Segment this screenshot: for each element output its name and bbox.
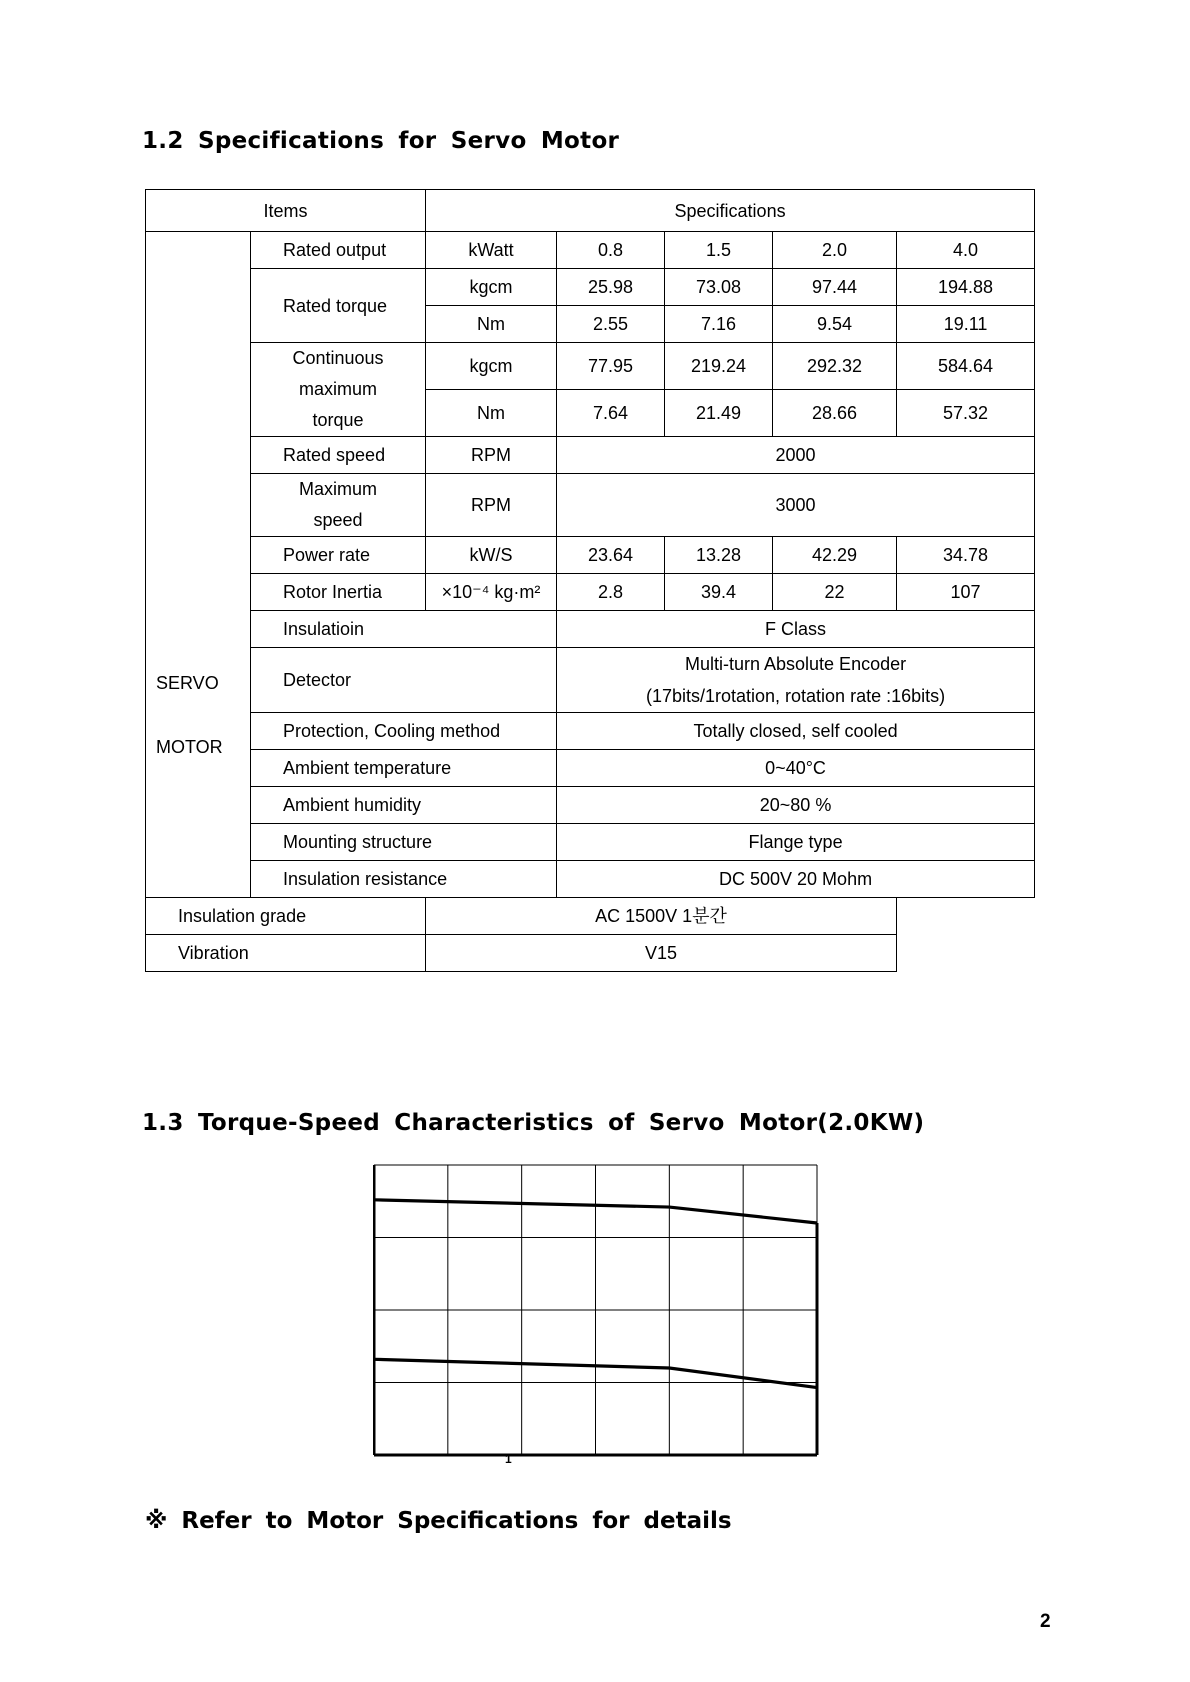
- chart-grid: [374, 1165, 817, 1455]
- row-label: Vibration: [146, 935, 426, 972]
- table-row: [146, 269, 1035, 306]
- table-row: [146, 574, 1035, 611]
- value-cell: 2000: [557, 437, 1035, 474]
- page-number: 2: [1040, 1611, 1051, 1632]
- value-cell: 19.11: [897, 306, 1035, 343]
- value-cell: 13.28: [665, 537, 773, 574]
- value-cell: 21.49: [665, 390, 773, 437]
- row-label: Rotor Inertia: [251, 574, 426, 611]
- value-cell: Multi-turn Absolute Encoder (17bits/1rotation, rotation rate :16bits): [557, 648, 1035, 713]
- table-row: [146, 750, 1035, 787]
- table-row: [146, 898, 1035, 935]
- table-row: [146, 935, 1035, 972]
- value-cell: 7.64: [557, 390, 665, 437]
- table-row: [146, 343, 1035, 390]
- table-row: [146, 611, 1035, 648]
- x-axis-tick-label: 1: [505, 1452, 512, 1466]
- value-cell: 1.5: [665, 232, 773, 269]
- unit-cell: Nm: [426, 390, 557, 437]
- row-label: Ambient temperature: [251, 750, 557, 787]
- table-row: [146, 824, 1035, 861]
- value-cell: 0~40°C: [557, 750, 1035, 787]
- table-row: [146, 787, 1035, 824]
- row-label: Rated torque: [251, 269, 426, 343]
- table-row: [146, 537, 1035, 574]
- servo-motor-label: SERVO MOTOR: [146, 232, 251, 898]
- value-cell: 584.64: [897, 343, 1035, 390]
- unit-cell: kgcm: [426, 343, 557, 390]
- value-cell: F Class: [557, 611, 1035, 648]
- table-row: [146, 648, 1035, 713]
- value-cell: 2.0: [773, 232, 897, 269]
- unit-cell: ×10⁻⁴ kg·m²: [426, 574, 557, 611]
- value-cell: 4.0: [897, 232, 1035, 269]
- row-label: Ambient humidity: [251, 787, 557, 824]
- value-cell: 39.4: [665, 574, 773, 611]
- row-label: Detector: [251, 648, 557, 713]
- row-label: Protection, Cooling method: [251, 713, 557, 750]
- value-cell: 57.32: [897, 390, 1035, 437]
- table-header-row: [146, 190, 1035, 232]
- section-title-torque-speed: 1.3 Torque-Speed Characteristics of Servo Motor(2.0KW): [142, 1110, 925, 1136]
- value-cell: DC 500V 20 Mohm: [557, 861, 1035, 898]
- value-cell: AC 1500V 1분간: [426, 898, 897, 935]
- unit-cell: Nm: [426, 306, 557, 343]
- value-cell: 2.8: [557, 574, 665, 611]
- value-cell: 77.95: [557, 343, 665, 390]
- header-specifications: Specifications: [426, 190, 1035, 232]
- value-cell: 107: [897, 574, 1035, 611]
- unit-cell: kWatt: [426, 232, 557, 269]
- header-items: Items: [146, 190, 426, 232]
- table-row: [146, 713, 1035, 750]
- details-note: ※ Refer to Motor Specifications for details: [145, 1508, 732, 1534]
- unit-cell: RPM: [426, 474, 557, 537]
- section-title-specifications: 1.2 Specifications for Servo Motor: [142, 128, 620, 154]
- value-cell: Totally closed, self cooled: [557, 713, 1035, 750]
- value-cell: 292.32: [773, 343, 897, 390]
- value-cell: 20~80 %: [557, 787, 1035, 824]
- row-label: Maximum speed: [251, 474, 426, 537]
- row-label: Insulatioin: [251, 611, 557, 648]
- unit-cell: kW/S: [426, 537, 557, 574]
- value-cell: 34.78: [897, 537, 1035, 574]
- value-cell: 3000: [557, 474, 1035, 537]
- table-row: [146, 861, 1035, 898]
- unit-cell: kgcm: [426, 269, 557, 306]
- unit-cell: RPM: [426, 437, 557, 474]
- value-cell: 25.98: [557, 269, 665, 306]
- value-cell: 28.66: [773, 390, 897, 437]
- row-label: Continuous maximum torque: [251, 343, 426, 437]
- value-cell: 7.16: [665, 306, 773, 343]
- value-cell: 9.54: [773, 306, 897, 343]
- table-row: [146, 474, 1035, 537]
- row-label: Rated speed: [251, 437, 426, 474]
- value-cell: 42.29: [773, 537, 897, 574]
- value-cell: 23.64: [557, 537, 665, 574]
- table-row: [146, 232, 1035, 269]
- value-cell: 22: [773, 574, 897, 611]
- row-label: Insulation grade: [146, 898, 426, 935]
- table-row: [146, 437, 1035, 474]
- torque-speed-chart: [373, 1163, 823, 1463]
- row-label: Rated output: [251, 232, 426, 269]
- value-cell: 194.88: [897, 269, 1035, 306]
- value-cell: 97.44: [773, 269, 897, 306]
- value-cell: 2.55: [557, 306, 665, 343]
- row-label: Power rate: [251, 537, 426, 574]
- spec-table: [145, 189, 1035, 972]
- value-cell: Flange type: [557, 824, 1035, 861]
- row-label: Mounting structure: [251, 824, 557, 861]
- value-cell: 219.24: [665, 343, 773, 390]
- row-label: Insulation resistance: [251, 861, 557, 898]
- value-cell: 73.08: [665, 269, 773, 306]
- value-cell: V15: [426, 935, 897, 972]
- value-cell: 0.8: [557, 232, 665, 269]
